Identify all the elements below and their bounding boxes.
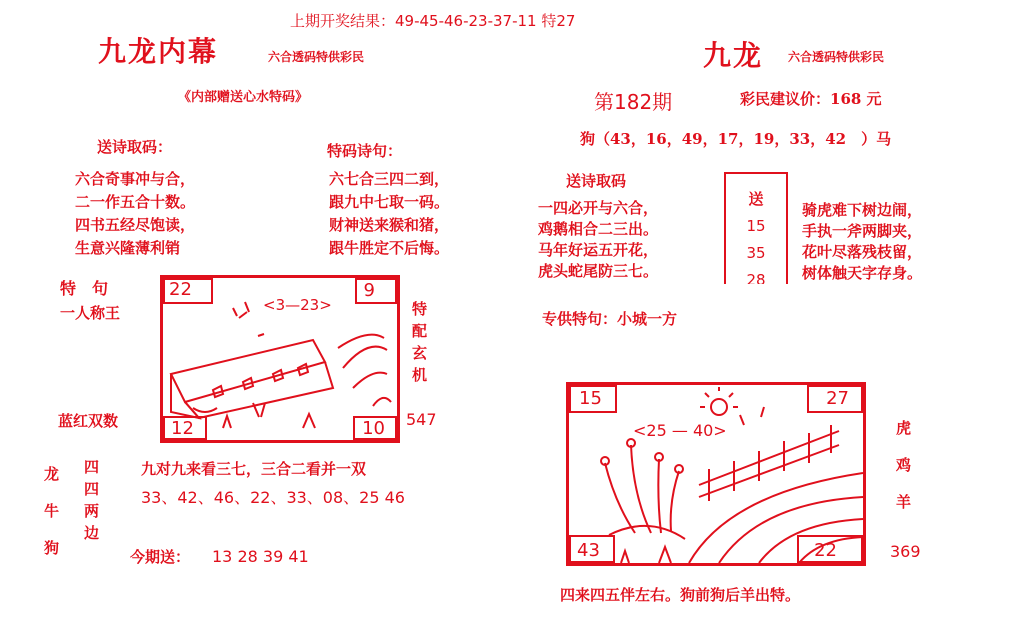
left-drawing-num-tr: 9	[363, 280, 375, 301]
left-brand-title: 九龙内幕	[98, 35, 219, 68]
left-blue-red: 蓝红双数	[58, 412, 119, 430]
right-drawing-frame	[566, 382, 866, 566]
left-drawing-num-bl: 12	[171, 418, 194, 439]
poem-line: 骑虎难下树边闹，	[802, 201, 923, 219]
poem-line: 财神送来猴和猪，	[329, 216, 450, 234]
left-drawing-frame	[160, 275, 400, 443]
right-side-zodiac	[896, 410, 911, 521]
zodiac-char: 虎	[896, 419, 912, 437]
right-drawing-num-bl: 43	[577, 540, 600, 561]
left-four-column	[84, 456, 99, 544]
right-bottom-line: 四来四五伴左右。狗前狗后羊出特。	[560, 586, 801, 604]
poem-line: 六合奇事冲与合，	[75, 170, 196, 188]
left-line-a: 九对九来看三七，三合二看并一双	[141, 460, 367, 478]
right-drawing-hint: <25 — 40>	[633, 421, 727, 440]
poem-line: 二一作五合十数。	[75, 193, 196, 211]
four-char: 四	[84, 480, 100, 498]
zodiac-char: 羊	[896, 493, 912, 511]
right-drawing-num-tr: 27	[826, 388, 849, 409]
four-char: 两	[84, 502, 100, 520]
left-poem-a-heading: 送诗取码：	[97, 138, 173, 156]
left-special-text: 一人称王	[60, 304, 121, 322]
zodiac-char: 狗	[44, 539, 60, 557]
left-poem-b	[329, 168, 449, 260]
poem-line: 鸡鹅相合二三出。	[538, 220, 659, 238]
left-side-number: 547	[406, 410, 437, 429]
left-brand-subtitle: 六合透码特供彩民	[268, 50, 365, 64]
left-drawing-num-tl: 22	[169, 279, 192, 300]
poem-line: 花叶尽落残枝留，	[802, 243, 923, 261]
left-poem-a	[75, 168, 195, 260]
side-char: 玄	[412, 344, 428, 362]
left-today-numbers: 13 28 39 41	[212, 547, 309, 566]
side-char: 特	[412, 300, 428, 318]
last-draw-result: 上期开奖结果：49-45-46-23-37-11 特27	[290, 12, 576, 30]
right-drawing-sketch	[569, 385, 863, 563]
left-line-b: 33、42、46、22、33、08、25 46	[141, 488, 405, 507]
four-char: 四	[84, 458, 100, 476]
poem-line: 马年好运五开花，	[538, 241, 659, 259]
left-zodiac-column	[44, 456, 59, 567]
zodiac-char: 牛	[44, 502, 60, 520]
right-drawing-num-br: 22	[814, 540, 837, 561]
right-special-phrase: 专供特句：小城一方	[542, 310, 678, 328]
side-char: 机	[412, 366, 428, 384]
send-number: 35	[746, 244, 766, 262]
poem-line: 一四必开与六合，	[538, 199, 659, 217]
poem-line: 手执一斧两脚夹，	[802, 222, 923, 240]
left-drawing-hint: <3—23>	[263, 296, 332, 314]
poem-line: 六七合三四二到，	[329, 170, 450, 188]
right-price: 彩民建议价：168 元	[740, 90, 882, 108]
send-char: 送	[748, 190, 764, 208]
right-side-number: 369	[890, 542, 921, 561]
right-poem	[538, 198, 658, 282]
right-issue: 第182期	[594, 90, 673, 114]
right-brand-title: 九龙	[703, 39, 764, 72]
left-drawing-num-br: 10	[362, 418, 385, 439]
left-today-label: 今期送：	[130, 548, 191, 566]
poem-line: 跟九中七取一码。	[329, 193, 450, 211]
zodiac-char: 龙	[44, 465, 60, 483]
send-number: 28	[746, 271, 766, 284]
right-send-box	[724, 172, 788, 284]
poem-line: 四书五经尽饱读，	[75, 216, 196, 234]
left-special-title: 特 句	[60, 279, 109, 298]
left-side-text	[412, 298, 427, 386]
right-drawing-num-tl: 15	[579, 388, 602, 409]
poem-line: 生意兴隆薄利销	[75, 239, 181, 257]
poem-line: 跟牛胜定不后悔。	[329, 239, 450, 257]
right-poem-2	[802, 200, 922, 284]
right-brand-subtitle: 六合透码特供彩民	[788, 50, 885, 64]
right-poem-heading: 送诗取码	[566, 172, 627, 190]
four-char: 边	[84, 524, 100, 542]
poem-line: 树体触天字存身。	[802, 264, 923, 282]
poem-line: 虎头蛇尾防三七。	[538, 262, 659, 280]
left-subtitle: 《内部赠送心水特码》	[178, 90, 309, 105]
send-number: 15	[746, 217, 766, 235]
side-char: 配	[412, 322, 428, 340]
left-poem-b-heading: 特码诗句：	[327, 142, 403, 160]
right-dog-horse-line: 狗（43，16，49，17，19，33，42 ）马	[580, 130, 892, 148]
left-drawing-sketch	[163, 278, 397, 440]
zodiac-char: 鸡	[896, 456, 912, 474]
